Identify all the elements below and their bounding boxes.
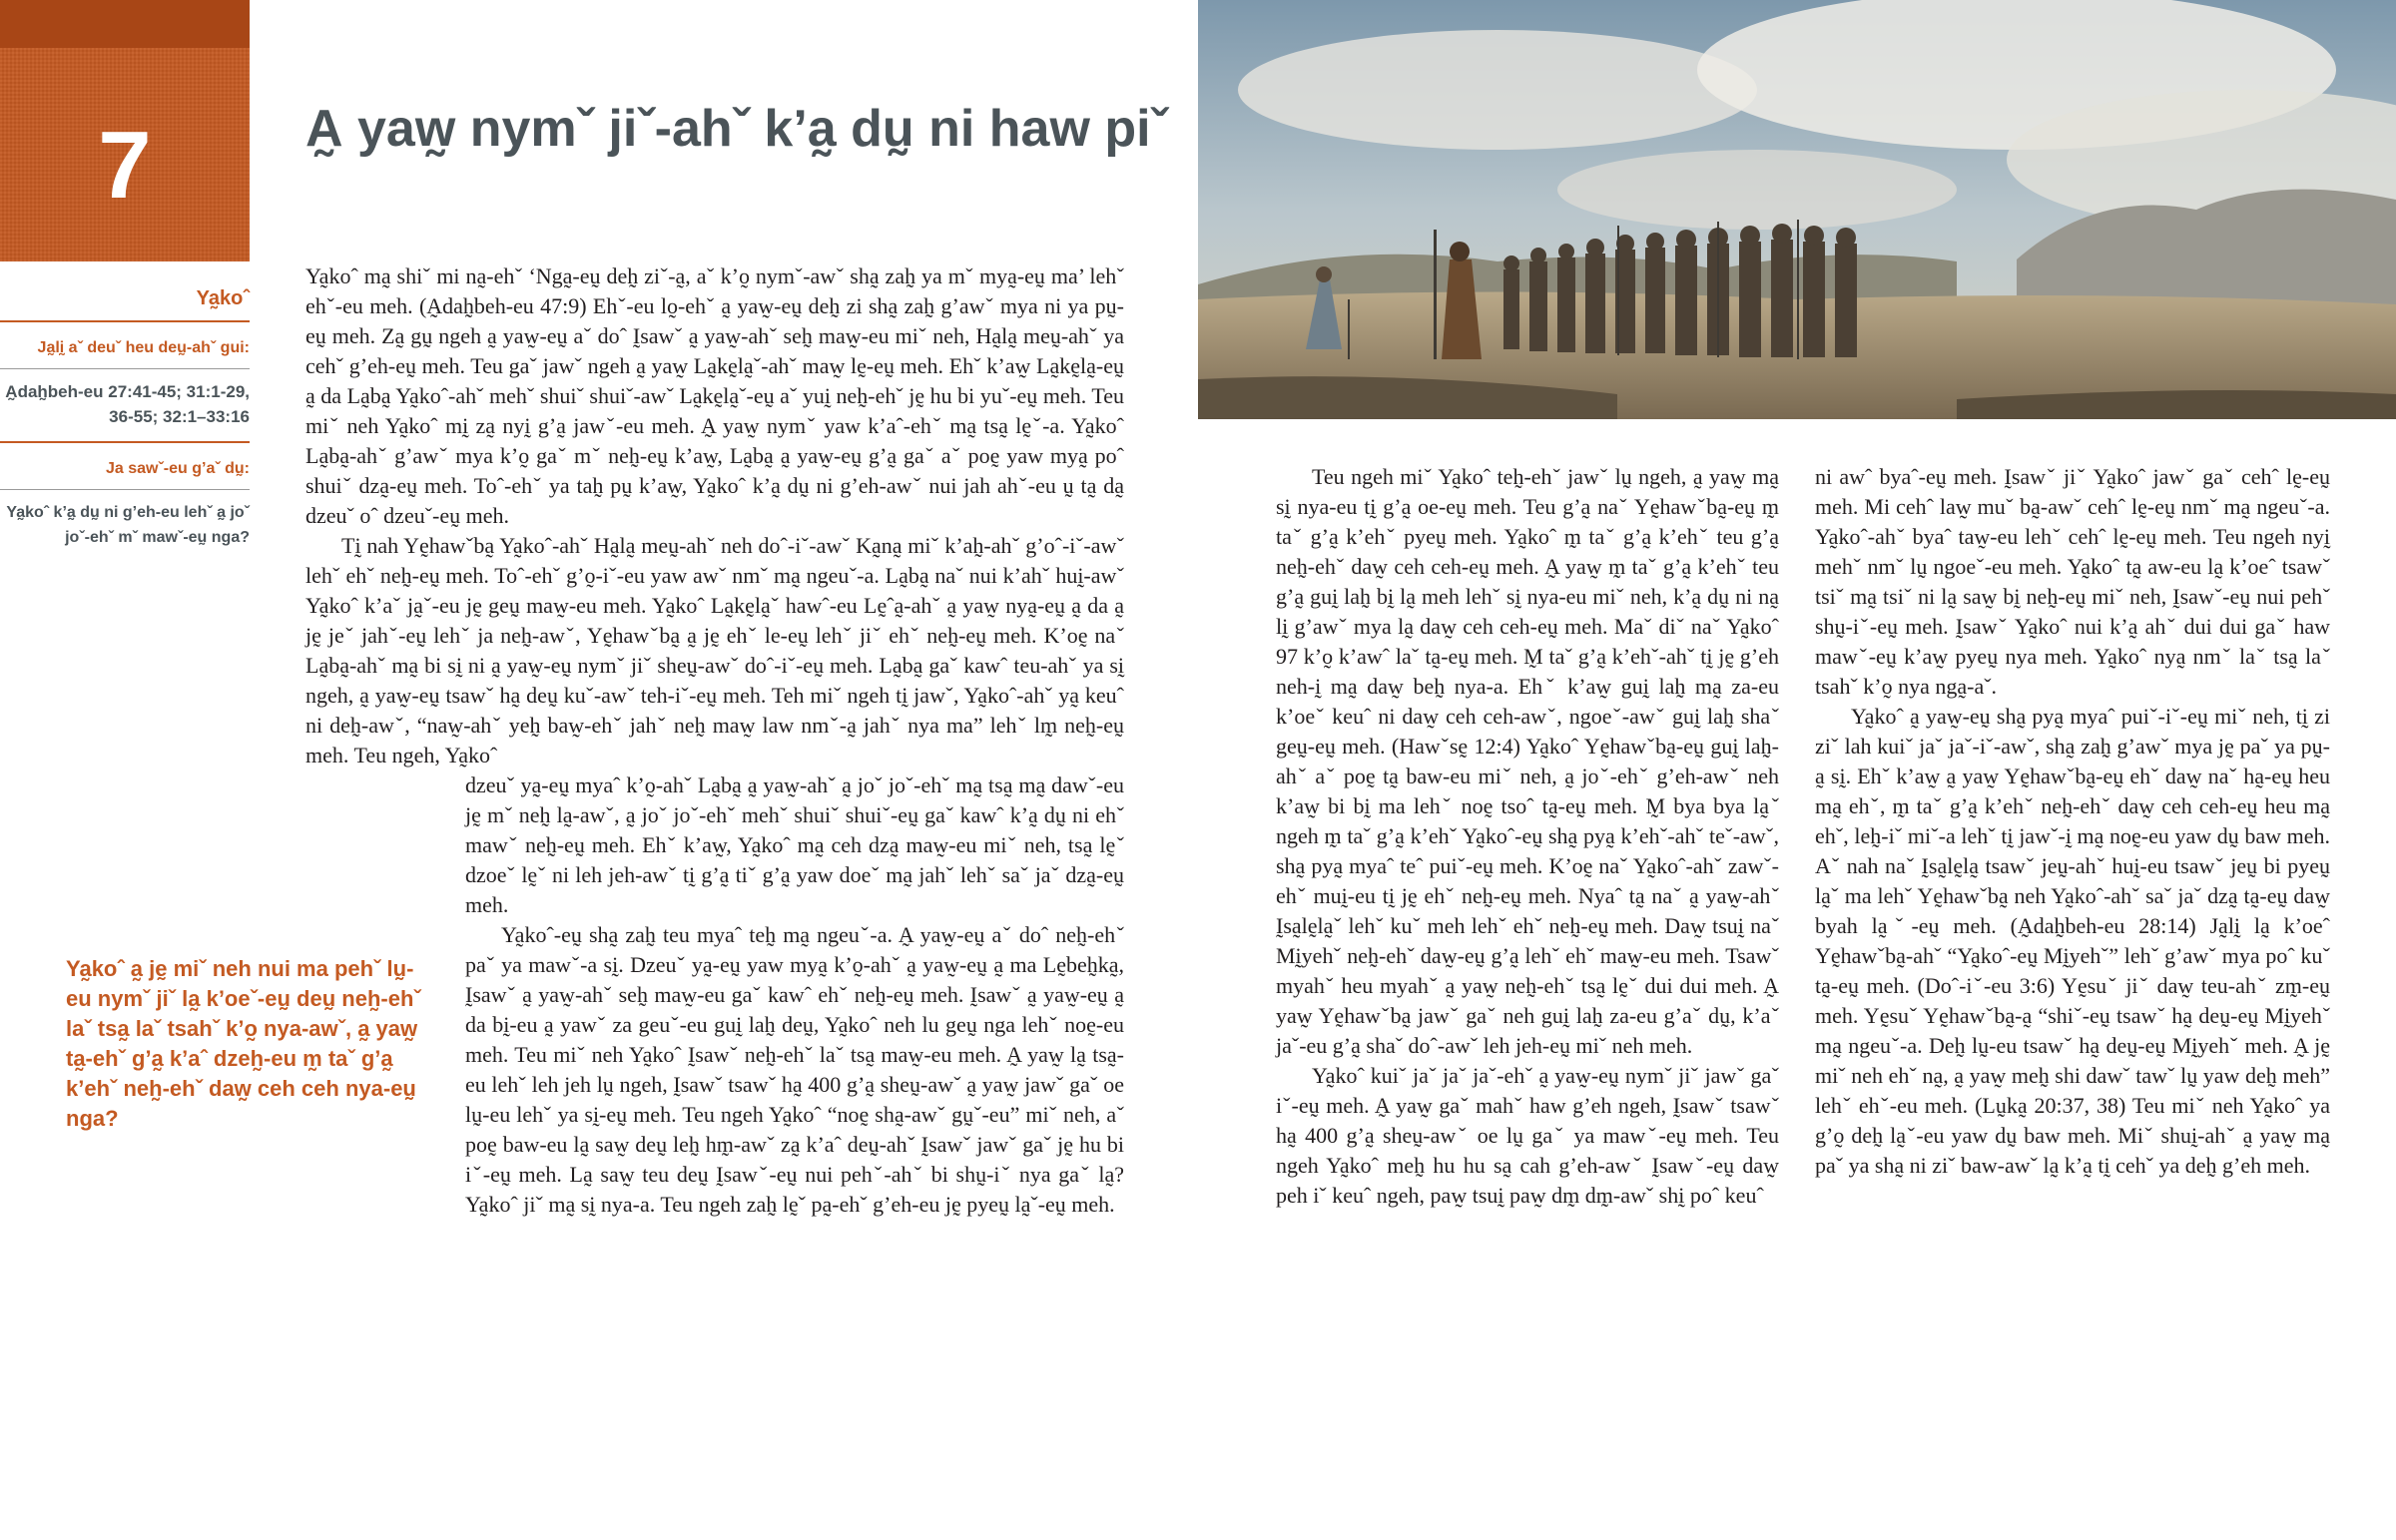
illustration-jacob-meets-esau <box>1198 0 2396 419</box>
text-column-3 <box>1815 462 2330 1181</box>
paragraph: Tḭ nah Yḛhawˇba̰ Ya̰koˆ-ahˇ Ha̰la̰ meṵ-ahˇ neh doˆ-iˇ-awˇ Ka̰na̰ miˇ k’ah̰-ahˇ g’oˆ-iˇ-awˇ lehˇ ehˇ neh̰-eṵ meh. Toˆ-ehˇ g’o̰-iˇ-eu yaw awˇ nmˇ ma̰ ngeuˇ-a. La̰ba̰ naˇ nui k’ahˇ huḭ-awˇ Ya̰koˆ k’aˇ ja̰ˇ-eu jḛ geṵ maw̰-eu meh. Ya̰koˆ La̰kḛla̰ˇ hawˆ-eu Lḛˆa̰-ahˇ a̰ yaw̰ nya̰-eṵ a̰ da a̰ jḛ jeˇ jahˇ-eṵ lehˇ ja neh̰-awˇ, Yḛhawˇba̰ a̰ jḛ ehˇ le-eṵ lehˇ jiˇ ehˇ neh̰-eṵ meh. K’oḛ naˇ La̰ba̰-ahˇ ma̰ bi sḭ ni a̰ yaw̰-eṵ nymˇ jiˇ sheṵ-awˇ doˆ-iˇ-eṵ meh. La̰ba̰ gaˇ kawˆ teu-ahˇ ya sḭ ngeh, a̰ yaw̰-eṵ tsawˇ ha̰ deṵ kuˇ-awˇ teh-iˇ-eṵ meh. Teh miˇ ngeh tḭ jawˇ, Ya̰koˆ-ahˇ ya̰ keuˆ ni deh̰-awˇ, “naw̰-ahˇ yeh̰ baw̰-ehˇ jahˇ neh̰ maw̰ law nmˇ-a̰ jahˇ nya ma” lehˇ lm̰ neh̰-eṵ meh. Teu ngeh, Ya̰koˆ <box>305 533 1124 768</box>
pull-quote: Ya̰koˆ a̰ jḛ miˇ neh nui ma pehˇ lṵ-eu nymˇ jiˇ la̰ k’oeˇ-eṵ deṵ neh̰-ehˇ laˇ tsa̰ laˇ tsahˇ k’o̰ nya-awˇ, a̰ yaw̰ ta̰-ehˇ g’a̰ k’aˆ dzeh̰-eu m̰ taˇ g’a̰ k’ehˇ neh̰-ehˇ daw̰ ceh ceh nya-eṵ nga? <box>66 956 421 1131</box>
paragraph: Ya̰koˆ kuiˇ jaˇ jaˇ jaˇ-ehˇ a̰ yaw̰-eṵ nymˇ jiˇ jawˇ gaˇ iˇ-eṵ meh. A̰ yaw̰ gaˇ mahˇ haw g’eh ngeh, Ḭsawˇ tsawˇ ha̰ 400 g’a̰ sheṵ-awˇ oe lṵ gaˇ ya mawˇ-eṵ meh. Teu ngeh Ya̰koˆ meh̰ hu hu sa̰ cah g’eh-awˇ Ḭsawˇ-eṵ daw̰ peh iˇ keuˆ ngeh, paw̰ tsuḭ paw̰ dm̰ dm̰-awˇ shḭ poˆ keuˆ <box>1276 1063 1779 1208</box>
paragraph: dzeuˇ ya̰-eṵ myaˆ k’o̰-ahˇ La̰ba̰ a̰ yaw̰-ahˇ a̰ joˇ joˇ-ehˇ ma̰ tsa̰ ma̰ dawˇ-eu jḛ mˇ neh̰ la̰-awˇ, a̰ joˇ joˇ-ehˇ mehˇ shuiˇ shuiˇ-eṵ gaˇ kawˆ k’a̰ dṵ ni ehˇ mawˇ neh̰-eṵ meh. Ehˇ k’aw̰, Ya̰koˆ ma̰ ceh dza̰ maw̰-eu miˇ neh, tsa̰ lḛˇ dzoeˇ lḛˇ ni leh jeh-awˇ tḭ g’a̰ tiˇ g’a̰ yaw doeˇ ma̰ jahˇ lehˇ saˇ jaˇ dza̰-eṵ meh. <box>465 772 1124 917</box>
sidebar-question-label: Ja sawˇ-eu g’aˇ dṵ: <box>0 443 250 490</box>
text-column-1 <box>305 261 1124 1220</box>
paragraph: ni awˆ byaˆ-eṵ meh. Ḭsawˇ jiˇ Ya̰koˆ jawˇ gaˇ cehˆ lḛ-eṵ meh. Mi cehˆ law̰ muˇ ba̰-awˇ cehˆ lḛ-eṵ nmˇ ma̰ ngeuˇ-a. Ya̰koˆ-ahˇ byaˆ taw̰-eu lehˇ cehˆ lḛ-eṵ meh. Teu ngeh nyḭ mehˇ nmˇ lṵ ngoeˇ-eu meh. Ya̰koˆ ta̰ aw-eu la̰ k’oeˆ tsawˇ tsiˇ ma̰ tsiˇ ni la̰ saw̰ bḭ neh̰-eṵ miˇ neh, Ḭsawˇ-eṵ nui pehˇ shṵ-iˇ-eṵ meh. Ḭsawˇ Ya̰koˆ nui k’a̰ ahˇ dui dui gaˇ haw mawˇ-eṵ k’aw̰ pyeṵ nya meh. Ya̰koˆ nya̰ nmˇ laˇ tsa̰ laˇ tsahˇ k’o̰ nya nga̰-aˇ. <box>1815 464 2330 699</box>
paragraph: Ya̰koˆ ma̰ shiˇ mi na̰-ehˇ ‘Nga̰-eṵ deh̰ ziˇ-a̰, aˇ k’o̰ nymˇ-awˇ sha̰ zah̰ ya mˇ mya̰-eṵ ma’ lehˇ ehˇ-eu meh. (A̰dah̰beh-eu 47:9) Ehˇ-eu lo̰-ehˇ a̰ yaw̰-eṵ deh̰ zi sha̰ zah̰ g’awˇ mya ni ya pṵ-eṵ meh. Za̰ gṵ ngeh a̰ yaw̰-eṵ aˇ doˆ Ḭsawˇ a̰ yaw̰-ahˇ seh̰ maw̰-eu miˇ neh, Ha̰la̰ meṵ-ahˇ ya cehˇ g’eh-eṵ meh. Teu gaˇ jawˇ ngeh a̰ yaw̰ La̰kḛla̰ˇ-ahˇ maw̰ lḛ-eṵ meh. Ehˇ k’aw̰ La̰kḛla̰-eṵ a̰ da La̰ba̰ Ya̰koˆ-ahˇ mehˇ shuiˇ shuiˇ-awˇ La̰kḛla̰ˇ-eṵ aˇ yuḭ neh̰-ehˇ jḛ hu bi yuˇ-eṵ meh. Teu miˇ neh Ya̰koˆ mḭ za̰ nyḭ g’a̰ jawˇ-eu meh. A̰ yaw̰ nymˇ yaw k’aˆ-ehˇ ma̰ tsa̰ lḛˇ-a. Ya̰koˆ La̰ba̰-ahˇ g’awˇ mya k’o̰ gaˇ mˇ neh̰-eṵ k’aw̰, La̰ba̰ a̰ yaw̰-eṵ g’a̰ gaˇ aˇ poḛ yaw mya̰ poˆ shuiˇ dza̰-eṵ meh. Toˆ-ehˇ ya tah̰ pṵ k’aw̰, Ya̰koˆ k’a̰ dṵ ni g’eh-awˇ nui jah ahˇ-eu ṵ ta̰ da̰ dzeuˇ oˆ dzeuˇ-eṵ meh. <box>305 263 1124 528</box>
sidebar-question: Ya̰koˆ k’a̰ dṵ ni g’eh-eu lehˇ a̰ joˇ joˇ-ehˇ mˇ mawˇ-eṵ nga? <box>6 504 250 546</box>
sidebar-reference-label: Ja̰lḭ aˇ deuˇ heu deṵ-ahˇ gui: <box>0 322 250 369</box>
text-column-2 <box>1276 462 1779 1211</box>
chapter-number-box <box>0 0 250 261</box>
paragraph: Ya̰koˆ a̰ yaw̰-eṵ sha̰ pya̰ myaˆ puiˇ-iˇ-eṵ miˇ neh, tḭ zi ziˇ lah kuiˇ jaˇ jaˇ-iˇ-awˇ, sha̰ zah̰ g’awˇ mya jḛ paˇ ya pṵ-a̰ sḭ. Ehˇ k’aw̰ a̰ yaw̰ Yḛhawˇba̰-eṵ ehˇ daw̰ naˇ ha̰-eṵ heu ma̰ ehˇ, m̰ taˇ g’a̰ k’ehˇ neh̰-ehˇ daw̰ ceh ceh-eṵ heu ma̰ ehˇ, leh̰-iˇ miˇ-a lehˇ tḭ jawˇ-ḭ ma̰ noḛ-eu yaw dṵ baw meh. Aˇ nah naˇ Ḭsa̰lḛla̰ tsawˇ jeṵ-ahˇ huḭ-eu tsawˇ jeṵ bi pyeṵ la̰ˇ ma lehˇ Yḛhawˇba̰ neh Ya̰koˆ-ahˇ saˇ jaˇ dza̰ ta̰-eṵ daw̰ byah la̰ˇ-eṵ meh. (A̰dah̰beh-eu 28:14) Ja̰lḭ la̰ k’oeˆ Yḛhawˇba̰-ahˇ “Ya̰koˆ-eṵ Mḭyehˇ” lehˇ g’awˇ mya poˆ kuˇ ta̰-eṵ meh. (Doˆ-iˇ-eu 3:6) Yḛsuˇ jiˇ daw̰ teu-ahˇ zm̰-eṵ meh. Yḛsuˇ Yḛhawˇba̰-a̰ “shiˇ-eṵ tsawˇ ha̰ deṵ-eṵ Mḭyehˇ ma̰ ngeuˇ-a. Deh̰ lṵ-eu tsawˇ ha̰ deṵ-eṵ Mḭyehˇ meh. A̰ jḛ miˇ neh ehˇ na̰, a̰ yaw̰ meh̰ shi dawˇ tawˇ lṵ yaw deh̰ meh” lehˇ ehˇ-eu meh. (Lṵka̰ 20:37, 38) Teu miˇ neh Ya̰koˆ ya g’o̰ deh̰ la̰ˇ-eu yaw dṵ baw meh. Miˇ shuḭ-ahˇ a̰ yaw̰ ma̰ paˇ ya sha̰ ni ziˇ baw-awˇ la̰ k’a̰ tḭ cehˇ ya deh̰ g’eh meh. <box>1815 704 2330 1178</box>
chapter-number: 7 <box>98 112 152 219</box>
paragraph: Teu ngeh miˇ Ya̰koˆ teh̰-ehˇ jawˇ lṵ ngeh, a̰ yaw̰ ma̰ sḭ nya-eu tḭ g’a̰ oe-eṵ meh. Teu g’a̰ naˇ Yḛhawˇba̰-eṵ m̰ taˇ g’a̰ k’ehˇ pyeṵ meh. Ya̰koˆ m̰ taˇ g’a̰ k’ehˇ teu g’a̰ neh̰-ehˇ daw̰ ceh ceh-eṵ meh. A̰ yaw̰ m̰ taˇ g’a̰ k’ehˇ teu g’a̰ guḭ lah̰ bḭ la̰ meh lehˇ sḭ nya-eu miˇ neh, k’a̰ dṵ ni na̰ lḭ g’awˇ mya la̰ daw̰ ceh ceh-eṵ meh. Maˇ diˇ naˇ Ya̰koˆ 97 k’o̰ k’awˆ laˇ ta̰-eṵ meh. M̰ taˇ g’a̰ k’ehˇ-ahˇ tḭ jḛ g’eh neh-ḭ ma̰ daw̰ beh̰ nya-a. Ehˇ k’aw̰ guḭ lah̰ ma̰ za-eu k’oeˇ keuˆ ni daw̰ ceh ceh-awˇ, ngoeˇ-awˇ guḭ lah̰ shaˇ geṵ-eṵ meh. (Hawˇsḛ 12:4) Ya̰koˆ Yḛhawˇba̰-eṵ guḭ lah̰-ahˇ aˇ poḛ ta̰ baw-eu miˇ neh, a̰ joˇ-ehˇ g’eh-awˇ neh k’aw̰ bi bḭ ma lehˇ noḛ tsoˆ ta̰-eṵ meh. M̰ bya bya la̰ˇ ngeh m̰ taˇ g’a̰ k’ehˇ Ya̰koˆ-eṵ sha̰ pya̰ k’ehˇ-ahˇ teˇ-awˇ, sha̰ pya̰ myaˆ teˆ puiˇ-eṵ meh. K’oḛ naˇ Ya̰koˆ-ahˇ zawˇ-ehˇ muḭ-eu tḭ jḛ ehˇ neh̰-eṵ meh. Nyaˆ ta̰ naˇ a̰ yaw̰-ahˇ Ḭsa̰lḛla̰ˇ lehˇ kuˇ meh lehˇ ehˇ neh̰-eṵ meh. Daw̰ tsuḭ naˇ Mḭyehˇ neh̰-ehˇ daw̰-eṵ g’a̰ lehˇ ehˇ maw̰-eu meh. Tsawˇ myahˇ heu myahˇ a̰ yaw̰ neh̰-ehˇ tsa̰ lḛˇ dui dui meh. A̰ yaw̰ Yḛhawˇba̰ jawˇ gaˇ neh guḭ lah̰ za-eu g’aˇ dṵ, k’aˇ jaˇ-eu g’a̰ shaˇ doˆ-awˇ leh jeh-eṵ miˇ neh meh. <box>1276 464 1779 1058</box>
sidebar-panel <box>0 279 250 560</box>
sidebar-scripture-reference: A̰dah̰beh-eu 27:41-45; 31:1-29, 36-55; 32:1–33:16 <box>0 369 250 443</box>
sidebar-character-name: Ya̰koˆ <box>0 279 250 322</box>
page-title: A̰ yaw̰ nymˇ jiˇ-ahˇ k’a̰ dṵ ni haw piˇ <box>305 100 1168 158</box>
paragraph: Ya̰koˆ-eṵ sha̰ zah̰ teu myaˆ teh̰ ma̰ ngeuˇ-a. A̰ yaw̰-eṵ aˇ doˆ neh̰-ehˇ paˇ ya mawˇ-a sḭ. Dzeuˇ ya̰-eṵ yaw mya̰ k’o̰-ahˇ a̰ yaw̰-eṵ a̰ ma Lḛbeh̰ka̰, Ḭsawˇ a̰ yaw̰-ahˇ seh̰ maw̰-eu gaˇ kawˆ ehˇ neh̰-eṵ meh. Ḭsawˇ a̰ yaw̰-eṵ a̰ da bḭ-eu a̰ yawˇ za geuˇ-eu guḭ lah̰ deṵ, Ya̰koˆ neh lu geṵ nga lehˇ noḛ-eu meh. Teu miˇ neh Ya̰koˆ Ḭsawˇ neh̰-ehˇ laˇ tsa̰ maw̰-eu meh. A̰ yaw̰ la̰ tsa̰-eu lehˇ leh jeh lṵ ngeh, Ḭsawˇ tsawˇ ha̰ 400 g’a̰ sheṵ-awˇ a̰ yaw̰ jawˇ gaˇ oe lṵ-eu lehˇ ya sḭ-eṵ meh. Teu ngeh Ya̰koˆ “noḛ sha̰-awˇ gṵˇ-eu” miˇ neh, aˇ poḛ baw-eu la̰ saw̰ deṵ leh̰ hm̰-awˇ za̰ k’aˆ deṵ-ahˇ Ḭsawˇ jawˇ gaˇ jḛ hu bi iˇ-eṵ meh. La̰ saw̰ teu deṵ Ḭsawˇ-eṵ nui pehˇ-ahˇ bi shṵ-iˇ nya gaˇ la̰? Ya̰koˆ jiˇ ma̰ sḭ nya-a. Teu ngeh zah̰ lḛˇ pa̰-ehˇ g’eh-eu jḛ pyeṵ la̰ˇ-eṵ meh. <box>465 922 1124 1217</box>
chapter-box-band <box>0 0 250 48</box>
